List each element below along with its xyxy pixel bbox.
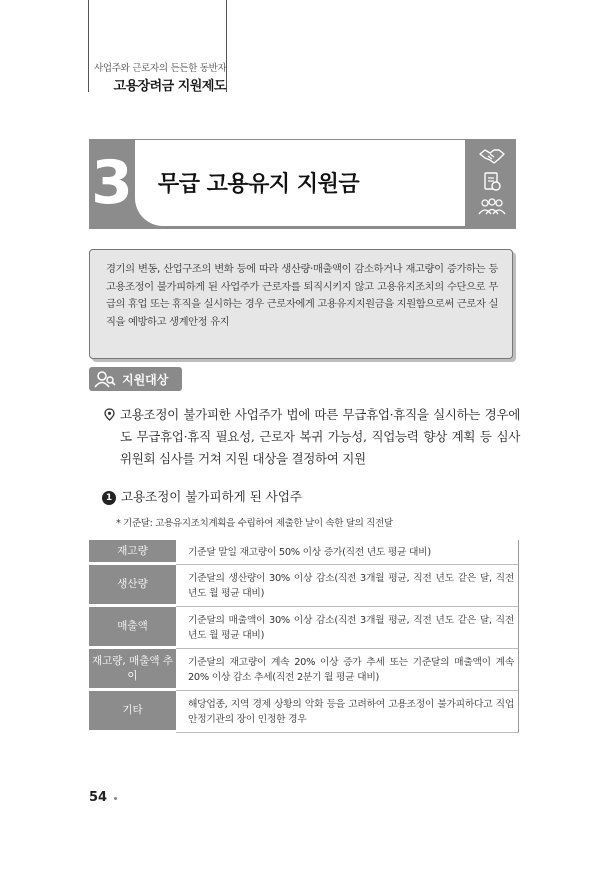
header-rule-left [88,0,89,92]
numbered-item [102,487,302,505]
chapter-number: 3 [91,148,133,218]
row-label: 생산량 [89,565,176,607]
location-pin-icon [103,408,116,421]
summary-box [89,249,513,359]
section-label-text: 지원대상 [122,373,169,387]
header-subtitle: 사업주와 근로자의 든든한 동반자 [94,63,227,74]
row-value: 기준달의 매출액이 30% 이상 감소(직전 3개월 평균, 직전 년도 같은 달, 직전 년도 월 평균 대비) [176,607,519,649]
page-number-dot [114,797,117,800]
chapter-icons [472,146,512,226]
table-row [89,565,519,607]
table-row [89,540,519,565]
table-row [89,607,519,649]
row-value: 기준달 말일 재고량이 50% 이상 증가(직전 년도 평균 대비) [176,540,519,565]
row-label: 재고량 [89,540,176,565]
main-paragraph: 고용조정이 불가피한 사업주가 법에 따른 무급휴업·휴직을 실시하는 경우에도 무급휴업·휴직 필요성, 근로자 복귀 가능성, 직업능력 향상 계획 등 심사위원회 심사를 거쳐 지원 대상을 결정하여 지원 [120,407,520,466]
item-text: 고용조정이 불가피하게 된 사업주 [121,489,302,504]
document-icon [481,171,503,193]
chapter-title: 무급 고용유지 지원금 [158,172,360,197]
table-row [89,691,519,733]
item-number-badge: 1 [102,491,116,505]
row-label: 매출액 [89,607,176,649]
summary-text: 경기의 변동, 산업구조의 변화 등에 따라 생산량·매출액이 감소하거나 재고량이 증가하는 등 고용조정이 불가피하게 된 사업주가 근로자를 퇴직시키지 않고 고용유지조치의 수단으로 무급의 휴업 또는 휴직을 실시하는 경우 근로자에게 고용유지지원금을 지원함으로써 근로자 실직을 예방하고 생계안정 유지 [106,263,498,328]
row-value: 기준달의 생산량이 30% 이상 감소(직전 3개월 평균, 직전 년도 같은 달, 직전 년도 월 평균 대비) [176,565,519,607]
page-number: 54 [89,790,108,805]
row-label: 기타 [89,691,176,733]
header-rule-right [226,0,227,92]
handshake-icon [479,146,505,166]
row-label: 재고량, 매출액 추이 [89,649,176,691]
section-label-support-target [89,367,182,391]
table-row [89,649,519,691]
reference-month-note: * 기준달: 고용유지조치계획을 수립하여 제출한 날이 속한 달의 직전달 [116,518,393,529]
row-value: 기준달의 재고량이 계속 20% 이상 증가 추세 또는 기준달의 매출액이 계속 20% 이상 감소 추세(직전 2분기 월 평균 대비) [176,649,519,691]
header-title: 고용장려금 지원제도 [113,79,226,94]
person-search-icon [94,370,116,388]
people-group-icon [477,198,507,216]
row-value: 해당업종, 지역 경제 상황의 악화 등을 고려하여 고용조정이 불가피하다고 직업안정기관의 장이 인정한 경우 [176,691,519,733]
criteria-table [89,540,519,733]
